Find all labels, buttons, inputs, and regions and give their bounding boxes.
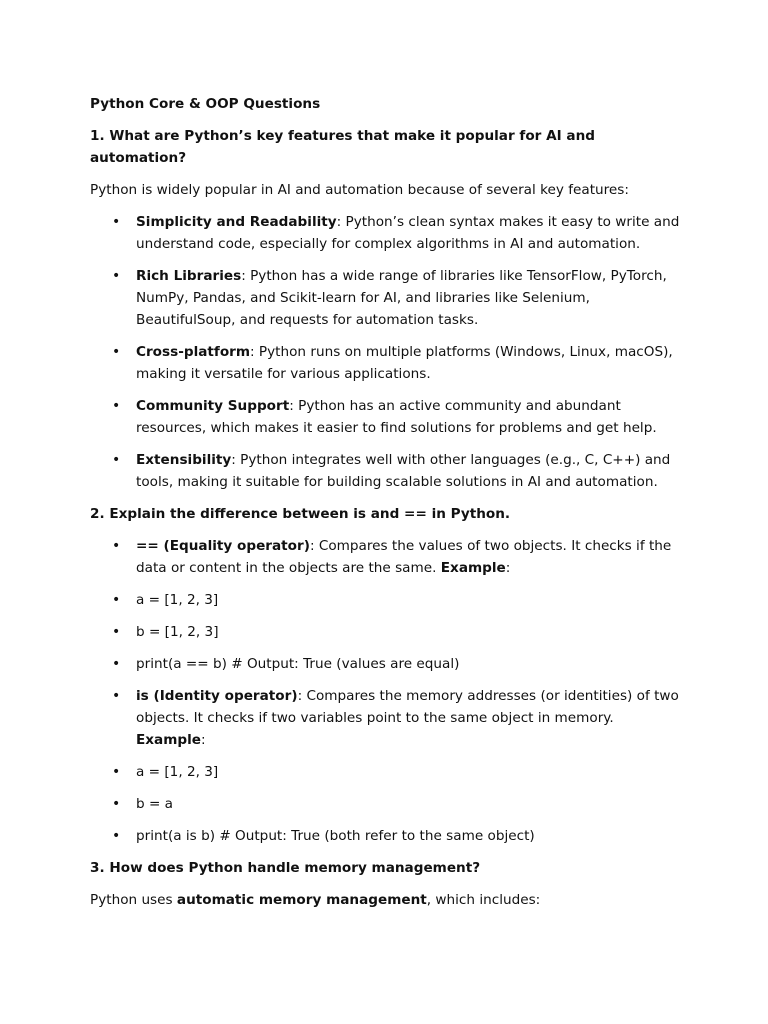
- list-item: [90, 535, 680, 579]
- question-1-intro: Python is widely popular in AI and automation because of several key features:: [90, 182, 629, 198]
- example-colon: :: [505, 560, 511, 576]
- feature-term: Rich Libraries: [136, 268, 242, 284]
- question-3-heading: 3. How does Python handle memory management?: [90, 860, 481, 876]
- feature-term: Extensibility: [136, 452, 232, 468]
- question-2-list: [90, 535, 680, 847]
- code-line: • a = [1, 2, 3]: [90, 761, 680, 783]
- code-line: • print(a is b) # Output: True (both refer to the same object): [90, 825, 680, 847]
- example-colon: :: [201, 732, 206, 748]
- question-1-heading: 1. What are Python’s key features that make it popular for AI and automation?: [90, 128, 595, 166]
- equality-operator-term: == (Equality operator): [136, 538, 310, 554]
- feature-term: Simplicity and Readability: [136, 214, 337, 230]
- question-2-heading: 2. Explain the difference between is and == in Python.: [90, 506, 511, 522]
- list-item: [90, 211, 680, 255]
- list-item: [90, 341, 680, 385]
- feature-text: : Python has an active community and abundant resources, which makes it easier to find solutions for problems and get help.: [136, 398, 657, 436]
- intro-prefix: Python uses: [90, 892, 177, 908]
- intro-suffix: , which includes:: [426, 892, 541, 908]
- list-item: [90, 685, 680, 751]
- identity-operator-text: : Compares the memory addresses (or identities) of two objects. It checks if two variables point to the same object in memory.: [136, 688, 679, 726]
- feature-text: : Python runs on multiple platforms (Windows, Linux, macOS), making it versatile for various applications.: [136, 344, 673, 382]
- example-label: Example: [440, 560, 506, 576]
- intro-bold: automatic memory management: [176, 892, 427, 908]
- code-line: • b = a: [90, 793, 680, 815]
- example-label: Example: [136, 732, 202, 748]
- feature-text: : Python has a wide range of libraries like TensorFlow, PyTorch, NumPy, Pandas, and Scikit-learn for AI, and libraries like Selenium, BeautifulSoup, and requests for automation tasks.: [136, 268, 667, 328]
- feature-term: Community Support: [136, 398, 290, 414]
- identity-operator-term: is (Identity operator): [136, 688, 298, 704]
- feature-text: : Python integrates well with other languages (e.g., C, C++) and tools, making it suitable for building scalable solutions in AI and automation.: [136, 452, 671, 490]
- list-item: [90, 395, 680, 439]
- question-3-intro: [90, 889, 680, 911]
- document-page: [90, 93, 680, 921]
- question-1-feature-list: [90, 211, 680, 493]
- feature-term: Cross-platform: [136, 344, 251, 360]
- code-line: • a = [1, 2, 3]: [90, 589, 680, 611]
- equality-operator-text: : Compares the values of two objects. It checks if the data or content in the objects are the same.: [136, 538, 672, 576]
- document-title: Python Core & OOP Questions: [90, 96, 321, 112]
- list-item: [90, 449, 680, 493]
- list-item: [90, 265, 680, 331]
- code-line: • b = [1, 2, 3]: [90, 621, 680, 643]
- feature-text: : Python’s clean syntax makes it easy to write and understand code, especially for complex algorithms in AI and automation.: [136, 214, 680, 252]
- code-line: • print(a == b) # Output: True (values are equal): [90, 653, 680, 675]
